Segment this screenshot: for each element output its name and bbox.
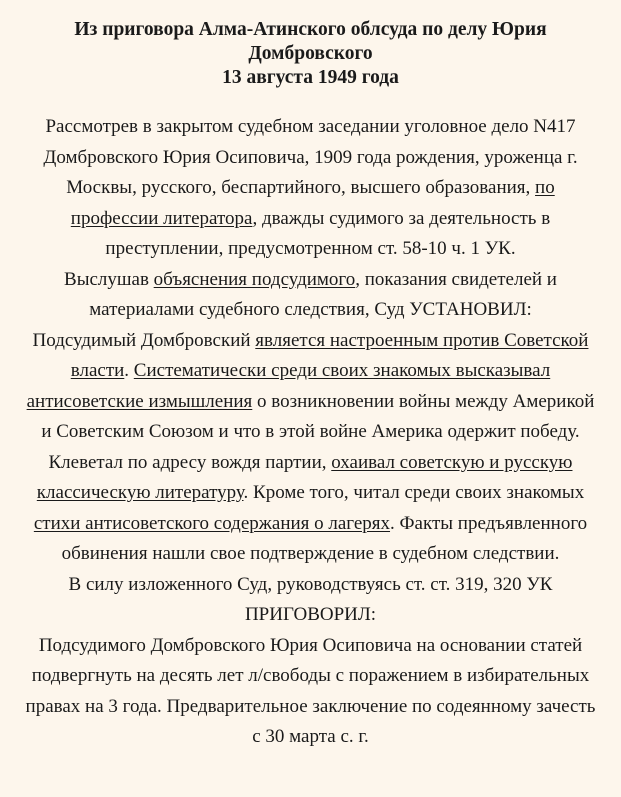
- underlined-phrase[interactable]: по профессии литератора: [70, 177, 555, 229]
- paragraph: [24, 600, 597, 631]
- underlined-phrase[interactable]: Систематически среди своих знакомых высказывал антисоветские измышления: [26, 360, 551, 412]
- document-title: [38, 18, 583, 90]
- text-run: В силу изложенного Суд, руководствуясь ст. ст. 319, 320 УК: [68, 573, 553, 595]
- underlined-phrase[interactable]: является настроенным против Советской власти: [70, 329, 589, 381]
- paragraph: [24, 570, 597, 601]
- paragraph: [24, 631, 597, 753]
- text-run: Рассмотрев в закрытом судебном заседании уголовное дело N417 Домбровского Юрия Осиповича, 1909 года рождения, уроженца г. Москвы, русского, беспартийного, высшего образования,: [43, 116, 578, 198]
- underlined-phrase[interactable]: стихи антисоветского содержания о лагерях: [33, 512, 391, 534]
- document-body: [24, 112, 597, 753]
- text-run: . Факты предъявленного обвинения нашли свое подтверждение в судебном следствии.: [61, 512, 588, 564]
- text-run: . Кроме того, читал среди своих знакомых: [243, 482, 585, 503]
- underlined-phrase[interactable]: объяснения подсудимого: [153, 268, 356, 290]
- document-title-line-3: 13 августа 1949 года: [222, 67, 399, 88]
- paragraph: [24, 326, 597, 570]
- document-title-line-2: Домбровского: [248, 43, 373, 64]
- text-run: ПРИГОВОРИЛ:: [244, 604, 377, 625]
- document-title-line-1: Из приговора Алма-Атинского облсуда по делу Юрия: [74, 19, 547, 40]
- paragraph: [24, 112, 597, 265]
- text-run: , дважды судимого за деятельность в преступлении, предусмотренном ст. 58-10 ч. 1 УК.: [105, 207, 551, 259]
- underlined-phrase[interactable]: охаивал советскую и русскую классическую литературу: [36, 451, 573, 503]
- text-run: Подсудимый Домбровский: [32, 329, 256, 351]
- text-run: Подсудимого Домбровского Юрия Осиповича на основании статей подвергнуть на десять лет л/свободы с поражением в избирательных правах на 3 года. Предварительное заключение по содеянному зачесть с 30 марта с. г.: [25, 634, 596, 747]
- text-run: Выслушав: [64, 268, 154, 290]
- text-run: , показания свидетелей и материалами судебного следствия, Суд УСТАНОВИЛ:: [89, 268, 557, 320]
- paragraph: [24, 265, 597, 326]
- text-run: .: [124, 360, 134, 381]
- text-run: о возникновении войны между Америкой и Советским Союзом и что в этой войне Америка одержит победу. Клеветал по адресу вождя партии,: [41, 390, 595, 473]
